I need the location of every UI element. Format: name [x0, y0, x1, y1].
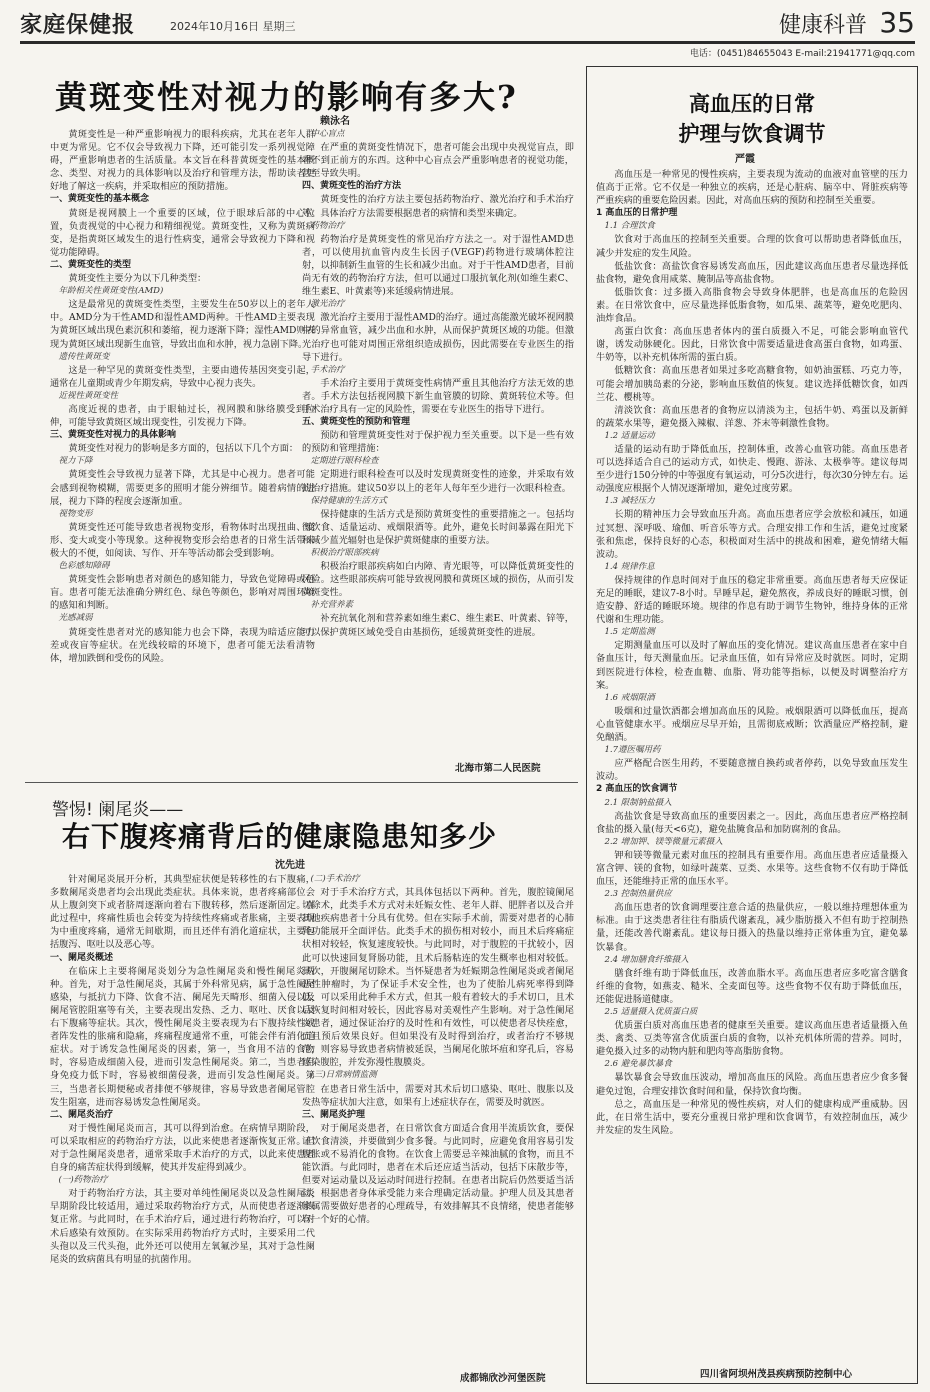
article2-col2: [302, 873, 574, 1363]
paragraph: 低盐饮食：高盐饮食容易诱发高血压，因此建议高血压患者尽量选择低盐食物，避免食用咸菜、腌制品等高盐食物。: [596, 260, 908, 285]
article3-org: 四川省阿坝州茂县疾病预防控制中心: [700, 1369, 853, 1380]
subheading: 色彩感知障碍: [58, 561, 110, 572]
article3-title-line1: 高血压的日常: [689, 91, 815, 116]
masthead: [20, 6, 915, 42]
subheading: 视力下降: [58, 456, 93, 467]
paragraph: 定期进行眼科检查可以及时发现黄斑变性的迹象，并采取有效的治疗措施。建议50岁以上的老年人每年至少进行一次眼科检查。: [302, 469, 574, 494]
paragraph: 饮食对于高血压的控制至关重要。合理的饮食可以帮助患者降低血压，减少并发症的发生风险。: [596, 234, 908, 259]
paragraph: 高血压患者的饮食调理要注意合适的热量供应，一般以维持理想体重为标准。由于这类患者往往有脂质代谢紊乱，减少脂肪摄入不但有助于控制热量，还能改善代谢紊乱。建议每日摄入的热量以维持正常体重为宜，避免暴饮暴食。: [596, 902, 908, 953]
paper-name: 家庭保健报: [20, 13, 136, 38]
article1-org: 北海市第二人民医院: [455, 763, 541, 774]
subheading: 1.1 合理饮食: [604, 221, 655, 232]
subheading: 1.6 戒烟限酒: [604, 692, 655, 703]
article1-author: 赖泳名: [320, 116, 350, 127]
subheading: 年龄相关性黄斑变性(AMD): [58, 286, 164, 297]
subheading: 近视性黄斑变性: [58, 390, 119, 401]
article3-author: 严霞: [735, 154, 755, 165]
paragraph: 手术治疗主要用于黄斑变性病情严重且其他治疗方法无效的患者。手术方法包括视网膜下新生血管膜的切除、黄斑转位术等。但手术治疗具有一定的风险性，需要在专业医生的指导下进行。: [302, 377, 574, 415]
paragraph: 黄斑变性会导致视力显著下降，尤其是中心视力。患者可能会感到视物模糊，需要更多的照明才能分辨细节。随着病情的进展，视力下降的程度会逐渐加重。: [50, 469, 315, 507]
article1-title: 黄斑变性对视力的影响有多大?: [55, 78, 518, 116]
paragraph: 黄斑变性主要分为以下几种类型：: [68, 273, 207, 285]
paragraph: 清淡饮食：高血压患者的食物应以清淡为主，包括牛奶、鸡蛋以及新鲜的蔬菜水果等，避免摄入辣椒、洋葱、芥末等刺激性食物。: [596, 404, 908, 429]
article1-col2: [302, 128, 574, 756]
subheading: 1.5 定期监测: [604, 627, 655, 638]
paragraph: 补充抗氧化剂和营养素如维生素C、维生素E、叶黄素、锌等，可以保护黄斑区域免受自由基损伤，延缓黄斑变性的进展。: [302, 613, 574, 638]
subheading: 手术治疗: [310, 364, 345, 375]
paragraph: 黄斑变性对视力的影响是多方面的，包括以下几个方面：: [68, 443, 299, 455]
subheading: (三)日常病情监测: [310, 1070, 377, 1081]
subheading: 激光治疗: [310, 299, 345, 310]
subheading: 视物变形: [58, 508, 93, 519]
paragraph: 膳食纤维有助于降低血压，改善血脂水平。高血压患者应多吃富含膳食纤维的食物，如燕麦、糙米、全麦面包等。这些食物不仅有助于降低血压，还能促进肠道健康。: [596, 967, 908, 1005]
issue-date: 2024年10月16日 星期三: [170, 20, 296, 33]
section-heading: 三、黄斑变性对视力的具体影响: [50, 430, 177, 441]
paragraph: 应严格配合医生用药，不要随意擅自换药或者停药，以免导致血压发生波动。: [596, 758, 908, 783]
article-divider: [25, 782, 578, 783]
subheading: (二)手术治疗: [310, 874, 360, 884]
subheading: 2.2 增加钾、镁等微量元素摄入: [604, 836, 723, 847]
subheading: 保持健康的生活方式: [310, 495, 388, 506]
paragraph: 吸烟和过量饮酒都会增加高血压的风险。戒烟限酒可以降低血压，提高心血管健康水平。戒烟应尽早开始，且需彻底戒断；饮酒量应严格控制，避免酗酒。: [596, 705, 908, 744]
subheading: 1.3 减轻压力: [604, 496, 655, 507]
section-heading: 一、阑尾炎概述: [50, 952, 114, 963]
subheading: (一)药物治疗: [58, 1175, 108, 1186]
section-heading: 二、阑尾炎治疗: [50, 1109, 114, 1120]
paragraph: 保持健康的生活方式是预防黄斑变性的重要措施之一。包括均衡饮食、适量运动、戒烟限酒等。此外，避免长时间暴露在阳光下和减少蓝光辐射也是保护黄斑健康的重要方法。: [302, 508, 574, 546]
subheading: 2.4 增加膳食纤维摄入: [604, 954, 689, 965]
section-heading: 2 高血压的饮食调节: [596, 784, 678, 795]
section-heading: 四、黄斑变性的治疗方法: [302, 181, 402, 192]
paragraph: 定期测量血压可以及时了解血压的变化情况。建议高血压患者在家中自备血压计，每天测量血压。记录血压值，如有异常应及时就医。同时，定期到医院进行体检，检查血糖、血脂、肾功能等指标，以便及时调整治疗方案。: [596, 640, 908, 691]
paragraph: 黄斑变性还可能导致患者视物变形，看物体时出现扭曲、变形、变大或变小等现象。这种视物变形会给患者的日常生活带来极大的不便，如阅读、写作、开车等活动都会受到影响。: [50, 521, 315, 559]
section-heading: 一、黄斑变性的基本概念: [50, 194, 150, 205]
article3-title-line2: 护理与饮食调节: [678, 121, 826, 146]
article2-col1: [50, 873, 315, 1378]
subheading: 1.2 适量运动: [604, 430, 655, 441]
paragraph: 优质蛋白质对高血压患者的健康至关重要。建议高血压患者适量摄入鱼类、禽类、豆类等富含优质蛋白质的食物，以补充机体所需的营养。同时，避免摄入过多的动物内脏和肥肉等高脂肪食物。: [596, 1020, 908, 1058]
paragraph: 黄斑变性会影响患者对颜色的感知能力，导致色觉障碍或色盲。患者可能无法准确分辨红色、绿色等颜色，影响对周围环境的感知和判断。: [50, 574, 315, 612]
paragraph: 这是最常见的黄斑变性类型，主要发生在50岁以上的老年人中。AMD分为干性AMD和湿性AMD两种。干性AMD主要表现为黄斑区域出现色素沉积和萎缩，视力逐渐下降；湿性AMD则表现为黄斑区域出现新生血管，导致出血和水肿，视力急剧下降。: [50, 299, 315, 350]
section-heading: 二、黄斑变性的类型: [50, 259, 132, 270]
paragraph: 暴饮暴食会导致血压波动，增加高血压的风险。高血压患者应少食多餐避免过饱，合理安排饮食时间和量，保持饮食均衡。: [596, 1072, 908, 1097]
paragraph: 对于阑尾炎患者，在日常饮食方面适合食用半流质饮食，要保证饮食清淡，并要做到少食多餐。与此同时，应避免食用容易引发腹胀或不易消化的食物。在饮食上需要忌辛辣油腻的食物，而且不能饮酒。与此同时，患者在术后还应适当活动，包括下床散步等，但要对运动量以及运动时间进行控制。在患者出院后仍然要适当活动，根据患者身体承受能力来合理确定活动量。护理人员及其患者家属需要做好患者的心理疏导，有效排解其不良情绪，使患者能够有一个好的心情。: [302, 1122, 574, 1226]
subheading: 光感减弱: [58, 613, 93, 624]
contact-line: 电话：(0451)84655043 E-mail:21941771@qq.com: [689, 49, 915, 59]
paragraph: 对于慢性阑尾炎而言，其可以得到治愈。在病情早期阶段，可以采取相应的药物治疗方法，以此来使患者逐渐恢复正常。但对于急性阑尾炎患者，通常采取手术治疗的方式，以此来使患者自身的痛苦症状得到缓解，使其并发症得到减少。: [50, 1122, 315, 1174]
subheading: 1.4 规律作息: [604, 561, 655, 572]
article1-col1: [50, 128, 315, 776]
paragraph: 黄斑是视网膜上一个重要的区域，位于眼球后部的中心位置，负责视觉的中心视力和精细视觉。黄斑变性，又称为黄斑病变，是指黄斑区域发生的退行性病变，通常会导致视力下降和视觉功能障碍。: [50, 207, 315, 258]
article2-kicker: 警惕! 阑尾炎——: [52, 800, 184, 820]
paragraph: 对于药物治疗方法，其主要对单纯性阑尾炎以及急性阑尾炎早期阶段比较适用，通过采取药物治疗方式，从而使患者逐渐恢复正常。与此同时，在手术治疗后，通过进行药物治疗，可以对术后感染有效预防。在实际采用药物治疗方式时，主要采用二代头孢以及三代头孢，此外还可以使用左氧氟沙星，其对于急性阑尾炎的致病菌具有明显的抗菌作用。: [50, 1188, 315, 1265]
subheading: 2.1 限制钠盐摄入: [604, 797, 672, 808]
paragraph: 在临床上主要将阑尾炎划分为急性阑尾炎和慢性阑尾炎两种。首先，对于急性阑尾炎，其属于外科常见病，属于急性阑尾感染，与抵抗力下降、饮食不洁、阑尾先天畸形、细菌入侵以及阑尾管腔阻塞等有关，主要表现出发热、乏力、呕吐、厌食以及右下腹痛等症状。其次，慢性阑尾炎主要表现为右下腹持续性或者阵发性的胀痛和隐痛，疼痛程度通常不重，可能会伴有消化道症状。对于诱发急性阑尾炎的因素，第一，当食用不洁的食物时，容易造成细菌入侵，进而引发急性阑尾炎。第二，当患者自身免疫力低下时，容易被细菌侵袭，进而引发急性阑尾炎。第三，当患者长期便秘或者排便不够规律，容易导致患者阑尾管腔发生阻塞，进而容易诱发急性阑尾炎。: [50, 965, 315, 1108]
paragraph: 对于手术治疗方式，其具体包括以下两种。首先，腹腔镜阑尾切除术，此类手术方式对未妊娠女性、老年人群、肥胖者以及合并其他疾病患者十分具有优势。但在实际手术前，需要对患者的心肺肾功能展开全面评估。此类手术的损伤相对较小，而且术后疼痛症状相对较轻，恢复速度较快。与此同时，对于腹腔的干扰较小，因此可以快速回复肾肠功能，且术后肠粘连的发生概率也相对较低。其次，开腹阑尾切除术。当怀疑患者为妊娠期急性阑尾炎或者阑尾恶性肿瘤时，为了保证手术安全性，也为了使胎儿病死率得到降低，可以采用此种手术方式，但其一般有着较大的手术切口，且术后恢复时间相对较长，因此容易对美观性产生影响。对于急性阑尾炎患者，通过保证治疗的及时性和有效性，可以使患者尽快痊愈，而且预后效果良好。但如果没有及时得到治疗，或者治疗不够规范，则容易导致患者病情被延误，当阑尾化脓坏疽和穿孔后，容易感染腹腔，并发弥漫性腹膜炎。: [302, 887, 574, 1069]
paragraph: 黄斑变性患者对光的感知能力也会下降，表现为暗适应能力差或夜盲等症状。在光线较暗的环境下，患者可能无法看清物体，增加跌倒和受伤的风险。: [50, 626, 315, 664]
section-heading: 1 高血压的日常护理: [596, 208, 678, 219]
paragraph: 高血压是一种常见的慢性疾病，主要表现为流动的血液对血管壁的压力值高于正常。它不仅是一种独立的疾病，还是心脏病、脑卒中、肾脏疾病等严重疾病的重要危险因素。因此，对高血压病的预防和控制至关重要。: [596, 169, 908, 207]
paragraph: 激光治疗主要用于湿性AMD的治疗。通过高能激光破坏视网膜中的异常血管，减少出血和水肿，从而保护黄斑区域的功能。但激光治疗也可能对周围正常组织造成损伤，因此需要在专业医生的指导下进行。: [302, 312, 574, 363]
masthead-rule: [20, 41, 915, 44]
paragraph: 高盐饮食是导致高血压的重要因素之一。因此，高血压患者应严格控制食盐的摄入量(每天<6克)，避免盐腌食品和加防腐剂的食品。: [596, 810, 908, 835]
subheading: 遗传性黄斑变: [58, 351, 110, 362]
paragraph: 预防和管理黄斑变性对于保护视力至关重要。以下是一些有效的预防和管理措施：: [302, 430, 574, 455]
subheading: 补充营养素: [310, 600, 354, 611]
paragraph: 高度近视的患者，由于眼轴过长，视网膜和脉络膜受到拉伸，可能导致黄斑区域出现变性，引发视力下降。: [50, 403, 315, 429]
paragraph: 保持规律的作息时间对于血压的稳定非常重要。高血压患者每天应保证充足的睡眠，建议7-8小时。早睡早起，避免熬夜，养成良好的睡眠习惯，创造安静、舒适的睡眠环境。规律的作息有助于调节生物钟，维持身体的正常代谢和生理功能。: [596, 574, 908, 626]
paragraph: 适量的运动有助于降低血压，控制体重，改善心血管功能。高血压患者可以选择适合自己的运动方式，如快走、慢跑、游泳、太极拳等。建议每周至少进行150分钟的中等强度有氧运动，可分5次进行，每次30分钟左右。运动强度应根据个人情况逐渐增加，避免过度劳累。: [596, 443, 908, 495]
subheading: 2.3 控制热量供应: [604, 889, 672, 900]
section-heading: 三、阑尾炎护理: [302, 1109, 366, 1120]
paragraph: 总之，高血压是一种常见的慢性疾病，对人们的健康构成严重威胁。因此，在日常生活中，要充分重视日常护理和饮食调节，有效控制血压，减少并发症的发生风险。: [596, 1098, 908, 1136]
paragraph: 在严重的黄斑变性情况下，患者可能会出现中央视觉盲点，即看不到正前方的东西。这种中心盲点会严重影响患者的视觉功能，甚至导致失明。: [302, 142, 574, 180]
subheading: 2.6 避免暴饮暴食: [604, 1059, 672, 1070]
paragraph: 低脂饮食：过多摄入高脂食物会导致身体肥胖，也是高血压的危险因素。在日常饮食中，应尽量选择低脂食物，如瓜果、蔬菜等，避免吃肥肉、油炸食品。: [596, 286, 908, 325]
paragraph: 针对阑尾炎展开分析，其典型症状便是转移性的右下腹痛，多数阑尾炎患者均会出现此类症状。具体来说，患者疼痛部位会从上腹剑突下或者脐周逐渐向着右下腹转移，然后逐渐固定。在此过程中，疼痛性质也会转变为持续性疼痛或者胀痛，主要表现为中重度疼痛，通常无间歇期，而且还伴有消化道症状，主要包括腹泻、呕吐以及恶心等。: [50, 874, 315, 951]
section-name: 健康科普: [778, 13, 867, 38]
subheading: 药物治疗: [310, 220, 345, 231]
paragraph: 长期的精神压力会导致血压升高。高血压患者应学会放松和减压，如通过冥想、深呼吸、瑜伽、听音乐等方式。合理安排工作和生活，避免过度紧张和焦虑，保持良好的心态，积极面对生活中的挑战和困难，避免情绪大幅波动。: [596, 509, 908, 560]
section-heading: 五、黄斑变性的预防和管理: [302, 417, 411, 428]
paragraph: 这是一种罕见的黄斑变性类型，主要由遗传基因突变引起，通常在儿童期或青少年期发病，导致中心视力丧失。: [50, 364, 315, 389]
paragraph: 药物治疗是黄斑变性的常见治疗方法之一。对于湿性AMD患者，可以使用抗血管内皮生长因子(VEGF)药物进行玻璃体腔注射，以抑制新生血管的生长和减少出血。对于干性AMD患者，目前尚无有效的药物治疗方法，但可以通过口服抗氧化剂(如维生素C、维生素E、叶黄素等)来延缓病情进展。: [302, 233, 574, 298]
paragraph: 积极治疗眼部疾病如白内障、青光眼等，可以降低黄斑变性的风险。这些眼部疾病可能导致视网膜和黄斑区域的损伤，从而引发黄斑变性。: [302, 561, 574, 599]
paragraph: 高蛋白饮食：高血压患者体内的蛋白质摄入不足，可能会影响血管代谢，诱发动脉硬化。因此，日常饮食中需要适量进食高蛋白食物，如鸡蛋、牛奶等，以补充机体所需的蛋白质。: [596, 326, 908, 364]
subheading: 定期进行眼科检查: [310, 456, 379, 467]
article2-org: 成都锦欣沙河堡医院: [460, 1373, 546, 1384]
article3-col: [596, 168, 908, 1363]
article2-author: 沈先进: [275, 860, 305, 871]
page-number: 35: [879, 6, 915, 39]
paragraph: 黄斑变性的治疗方法主要包括药物治疗、激光治疗和手术治疗等。具体治疗方法需要根据患者的病情和类型来确定。: [302, 194, 574, 219]
article2-title: 右下腹疼痛背后的健康隐患知多少: [62, 820, 498, 853]
subheading: 1.7遵医嘱用药: [604, 745, 661, 756]
subheading: 2.5 适量摄入优质蛋白质: [604, 1007, 698, 1017]
paragraph: 在患者日常生活中，需要对其术后切口感染、呕吐、腹胀以及发热等症状加大注意，如果有上述症状存在，需要及时就医。: [302, 1083, 574, 1108]
subheading: 积极治疗眼部疾病: [310, 548, 379, 558]
paragraph: 黄斑变性是一种严重影响视力的眼科疾病，尤其在老年人群中更为常见。它不仅会导致视力下降，还可能引发一系列视觉障碍，严重影响患者的生活质量。本文旨在科普黄斑变性的基本概念、类型、对视力的具体影响以及治疗和管理方法，帮助读者更好地了解这一疾病，并采取相应的预防措施。: [50, 129, 315, 193]
paragraph: 钾和镁等微量元素对血压的控制具有重要作用。高血压患者应适量摄入富含钾、镁的食物，如绿叶蔬菜、豆类、水果等。这些食物不仅有助于降低血压，还能维持正常的血压水平。: [596, 849, 908, 888]
paragraph: 低糖饮食：高血压患者如果过多吃高糖食物，如奶油蛋糕、巧克力等，可能会增加胰岛素的分泌，影响血压数值的恢复。建议选择低糖饮食，如西兰花、樱桃等。: [596, 365, 908, 403]
subheading: 中心盲点: [310, 129, 345, 139]
